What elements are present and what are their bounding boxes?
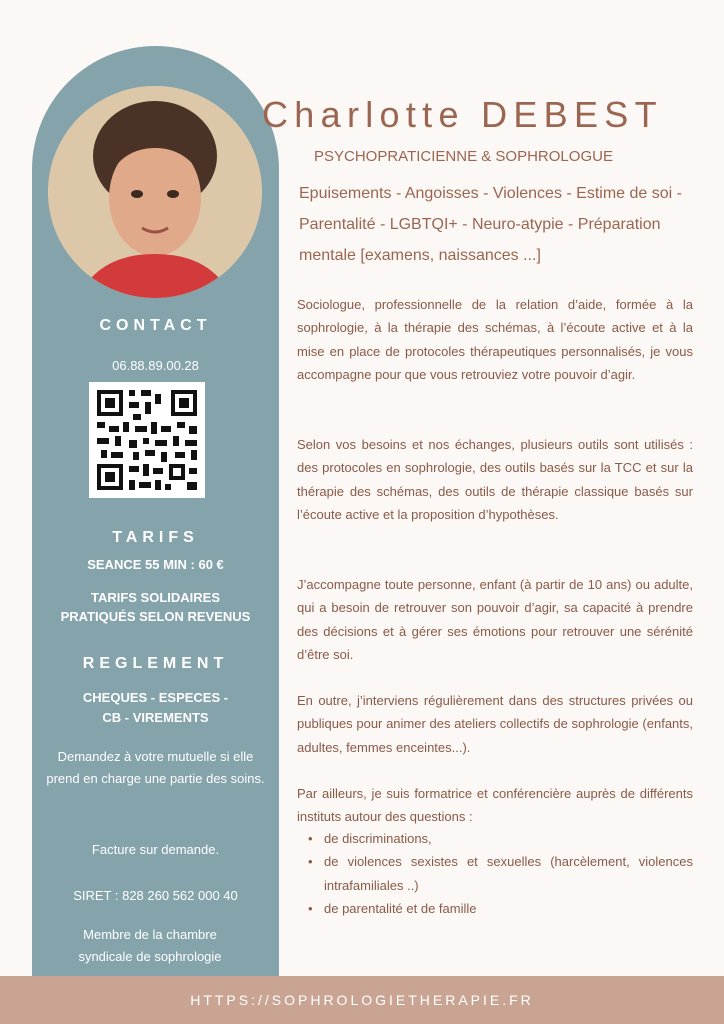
mutuelle-note: Demandez à votre mutuelle si elle prend en charge une partie des soins. bbox=[46, 749, 265, 786]
phone-number[interactable]: 06.88.89.00.28 bbox=[112, 358, 199, 373]
payment-methods-line1: CHEQUES - ESPECES - bbox=[82, 690, 229, 705]
body-paragraph-3: J’accompagne toute personne, enfant (à partir de 10 ans) ou adulte, qui a besoin de retrouver son pouvoir d’agir, sa capacité à prendre des décisions et à gérer ses émotions pour retrouver une sérénité d’être soi. bbox=[297, 577, 693, 662]
tarifs-heading: TARIFS bbox=[112, 529, 199, 546]
qr-code[interactable] bbox=[89, 382, 205, 498]
body-paragraph-2: Selon vos besoins et nos échanges, plusieurs outils sont utilisés : des protocoles en sophrologie, des outils basés sur la TCC et sur la thérapie des schémas, des outils de thérapie classique basés sur l’écoute active et la proposition d’hypothèses. bbox=[297, 437, 693, 522]
topics-list bbox=[297, 827, 693, 920]
seance-price: SEANCE 55 MIN : 60 € bbox=[87, 557, 224, 572]
website-link[interactable]: HTTPS://SOPHROLOGIETHERAPIE.FR bbox=[190, 992, 534, 1008]
tarifs-solidaires-line2: PRATIQUÉS SELON REVENUS bbox=[60, 609, 251, 624]
payment-methods-line2: CB - VIREMENTS bbox=[102, 710, 209, 725]
profile-photo bbox=[48, 86, 262, 298]
reglement-heading: REGLEMENT bbox=[82, 655, 229, 672]
list-item: • de discriminations, bbox=[297, 827, 693, 850]
specialties-list: Epuisements - Angoisses - Violences - Estime de soi - Parentalité - LGBTQI+ - Neuro-atypie - Préparation mentale [examens, naissances ...] bbox=[299, 185, 682, 264]
footer-bar bbox=[0, 976, 724, 1024]
tarifs-solidaires-line1: TARIFS SOLIDAIRES bbox=[90, 590, 221, 605]
list-item: • de parentalité et de famille bbox=[297, 897, 693, 920]
profession-subtitle: PSYCHOPRATICIENNE & SOPHROLOGUE bbox=[314, 148, 613, 165]
list-item: • de violences sexistes et sexuelles (harcèlement, violences intrafamiliales ..) bbox=[297, 850, 693, 897]
contact-heading: CONTACT bbox=[99, 317, 212, 334]
person-name: Charlotte DEBEST bbox=[262, 94, 663, 135]
body-paragraph-5: Par ailleurs, je suis formatrice et conférencière auprès de différents instituts autour des questions : bbox=[297, 786, 693, 825]
qr-code-icon bbox=[89, 382, 205, 498]
portrait-illustration bbox=[48, 86, 262, 298]
body-paragraph-1: Sociologue, professionnelle de la relation d’aide, formée à la sophrologie, à la thérapie des schémas, à l’écoute active et à la mise en place de protocoles thérapeutiques personnalisés, je vous accompagne pour que vous retrouviez votre pouvoir d’agir. bbox=[297, 297, 693, 382]
body-paragraph-4: En outre, j’interviens régulièrement dans des structures privées ou publiques pour animer des ateliers collectifs de sophrologie (enfants, adultes, femmes enceintes...). bbox=[297, 693, 693, 755]
membre-note: Membre de la chambre syndicale de sophrologie bbox=[78, 927, 222, 964]
siret-number: SIRET : 828 260 562 000 40 bbox=[73, 888, 238, 903]
facture-note: Facture sur demande. bbox=[91, 842, 220, 857]
